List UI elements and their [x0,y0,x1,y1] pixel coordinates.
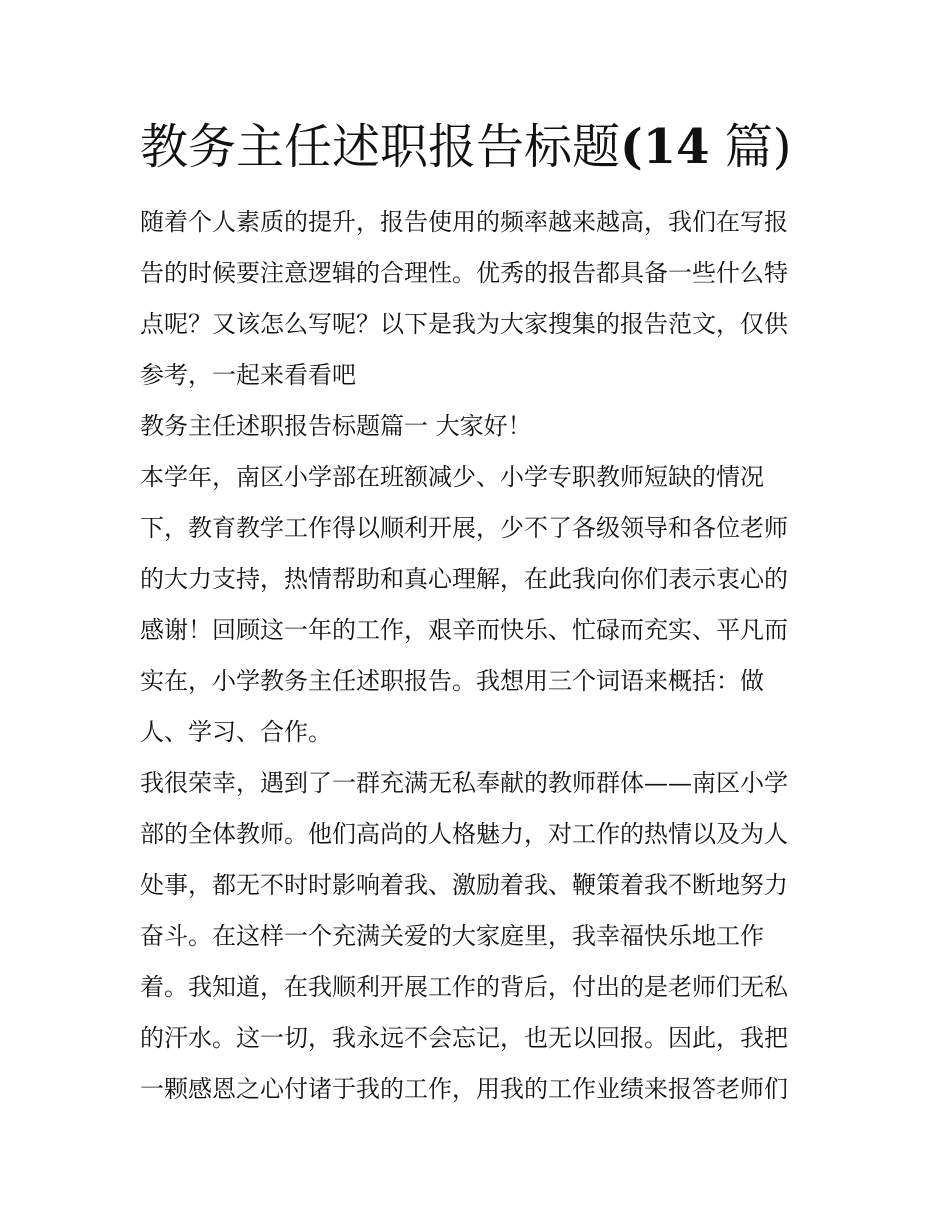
body-line: 感谢！回顾这一年的工作，艰辛而快乐、忙碌而充实、平凡而 [140,616,788,644]
body-line: 人、学习、合作。 [140,718,332,746]
body-line: 告的时候要注意逻辑的合理性。优秀的报告都具备一些什么特 [140,259,788,287]
body-line: 本学年，南区小学部在班额减少、小学专职教师短缺的情况 [140,463,764,491]
section-heading-line: 教务主任述职报告标题篇一 大家好！ [140,412,532,440]
body-line: 实在，小学教务主任述职报告。我想用三个词语来概括：做 [140,667,764,695]
body-line: 我很荣幸，遇到了一群充满无私奉献的教师群体——南区小学 [140,769,788,797]
document-body [140,197,820,1115]
body-line: 随着个人素质的提升，报告使用的频率越来越高，我们在写报 [140,208,788,236]
body-line: 部的全体教师。他们高尚的人格魅力，对工作的热情以及为人 [140,820,788,848]
title-main-text: 教务主任述职报告标题 [140,119,621,175]
body-line: 的大力支持，热情帮助和真心理解，在此我向你们表示衷心的 [140,565,788,593]
body-line: 着。我知道，在我顺利开展工作的背后，付出的是老师们无私 [140,973,788,1001]
body-line: 处事，都无不时时影响着我、激励着我、鞭策着我不断地努力 [140,871,788,899]
body-line: 奋斗。在这样一个充满关爱的大家庭里，我幸福快乐地工作 [140,922,764,950]
body-line: 一颗感恩之心付诸于我的工作，用我的工作业绩来报答老师们 [140,1075,788,1103]
title-count: (14 [620,119,710,175]
body-line: 参考，一起来看看吧 [140,361,356,389]
title-unit: 篇) [724,119,792,175]
document-title [140,112,840,182]
body-line: 下，教育教学工作得以顺利开展，少不了各级领导和各位老师 [140,514,788,542]
body-line: 的汗水。这一切，我永远不会忘记，也无以回报。因此，我把 [140,1024,788,1052]
body-line: 点呢？又该怎么写呢？以下是我为大家搜集的报告范文，仅供 [140,310,788,338]
